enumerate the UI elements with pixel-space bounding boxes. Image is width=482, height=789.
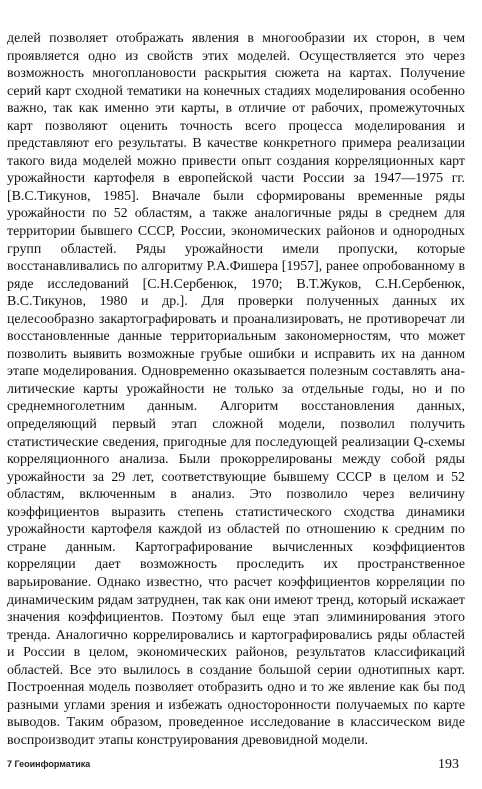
page-number: 193	[438, 757, 459, 772]
page-footer	[7, 757, 465, 775]
printer-signature: 7 Геоинформатика	[7, 759, 91, 769]
body-paragraph: делей позволяет отображать явления в многообразии их сторон, в чем проявляется одно из свойств этих моделей. Осуществляется это через возможность многоплановости раскрытия сюжета на картах. Получение серий карт сходной тематики на конечных стадиях моделирования особенно важно, так как именно эти карты, в отличие от рабочих, промежуточных карт позволяют оценить точность всего процесса моделирования и представляют его результаты. В качестве конкретного примера реализации такого вида моделей можно привести опыт создания корреляционных карт урожайности картофеля в европейской части России за 1947—1975 гг. [В.С.Тикунов, 1985]. Вначале были сформированы временные ряды урожайности по 52 областям, а также аналогичные ряды в среднем для территории бывшего СССР, России, экономических районов и однородных групп областей. Ряды урожайности имели пропуски, которые восстанавливались по алгоритму Р.А.Фишера [1957], ранее опробованному в ряде исследований [С.Н.Сербенюк, 1970; В.Т.Жуков, С.Н.Сербенюк, В.С.Тикунов, 1980 и др.]. Для проверки полученных данных их целесообразно закартографировать и проанализировать, не противоречат ли восстановленные данные территориальным закономерностям, что может позволить выявить возможные грубые ошибки и исправить их на данном этапе моделирования. Одновременно оказывается полезным составлять аналитические карты урожайности не только за отдельные годы, но и по среднемноголетним данным. Алгоритм восстановления данных, определяющий первый этап сложной модели, позволил получить статистические сведения, пригодные для последующей реализации Q-схемы корреляционного анализа. Были прокоррелированы между собой ряды урожайности за 29 лет, соответствующие бывшему СССР в целом и 52 областям, включенным в анализ. Это позволило через величину коэффициентов выразить степень статистического сходства динамики урожайности картофеля каждой из областей по отношению к средним по стране данным. Картографирование вычисленных коэффициентов корреляции дает возможность проследить их пространственное варьирование. Однако известно, что расчет коэффициентов корреляции по динамическим рядам затруднен, так как они имеют тренд, который искажает значения коэффициентов. Поэтому был еще этап элиминирования этого тренда. Аналогично коррелировались и картографировались ряды областей и России в целом, экономических районов, результатов классификаций областей. Все это вылилось в создание большой серии однотипных карт. Построенная модель позволяет отобразить одно и то же явление как бы под разными углами зрения и избежать односторонности получаемых по карте выводов. Таким образом, проведенное исследование в классическом виде воспроизводит этапы конструирования древовидной модели.	[7, 31, 465, 748]
